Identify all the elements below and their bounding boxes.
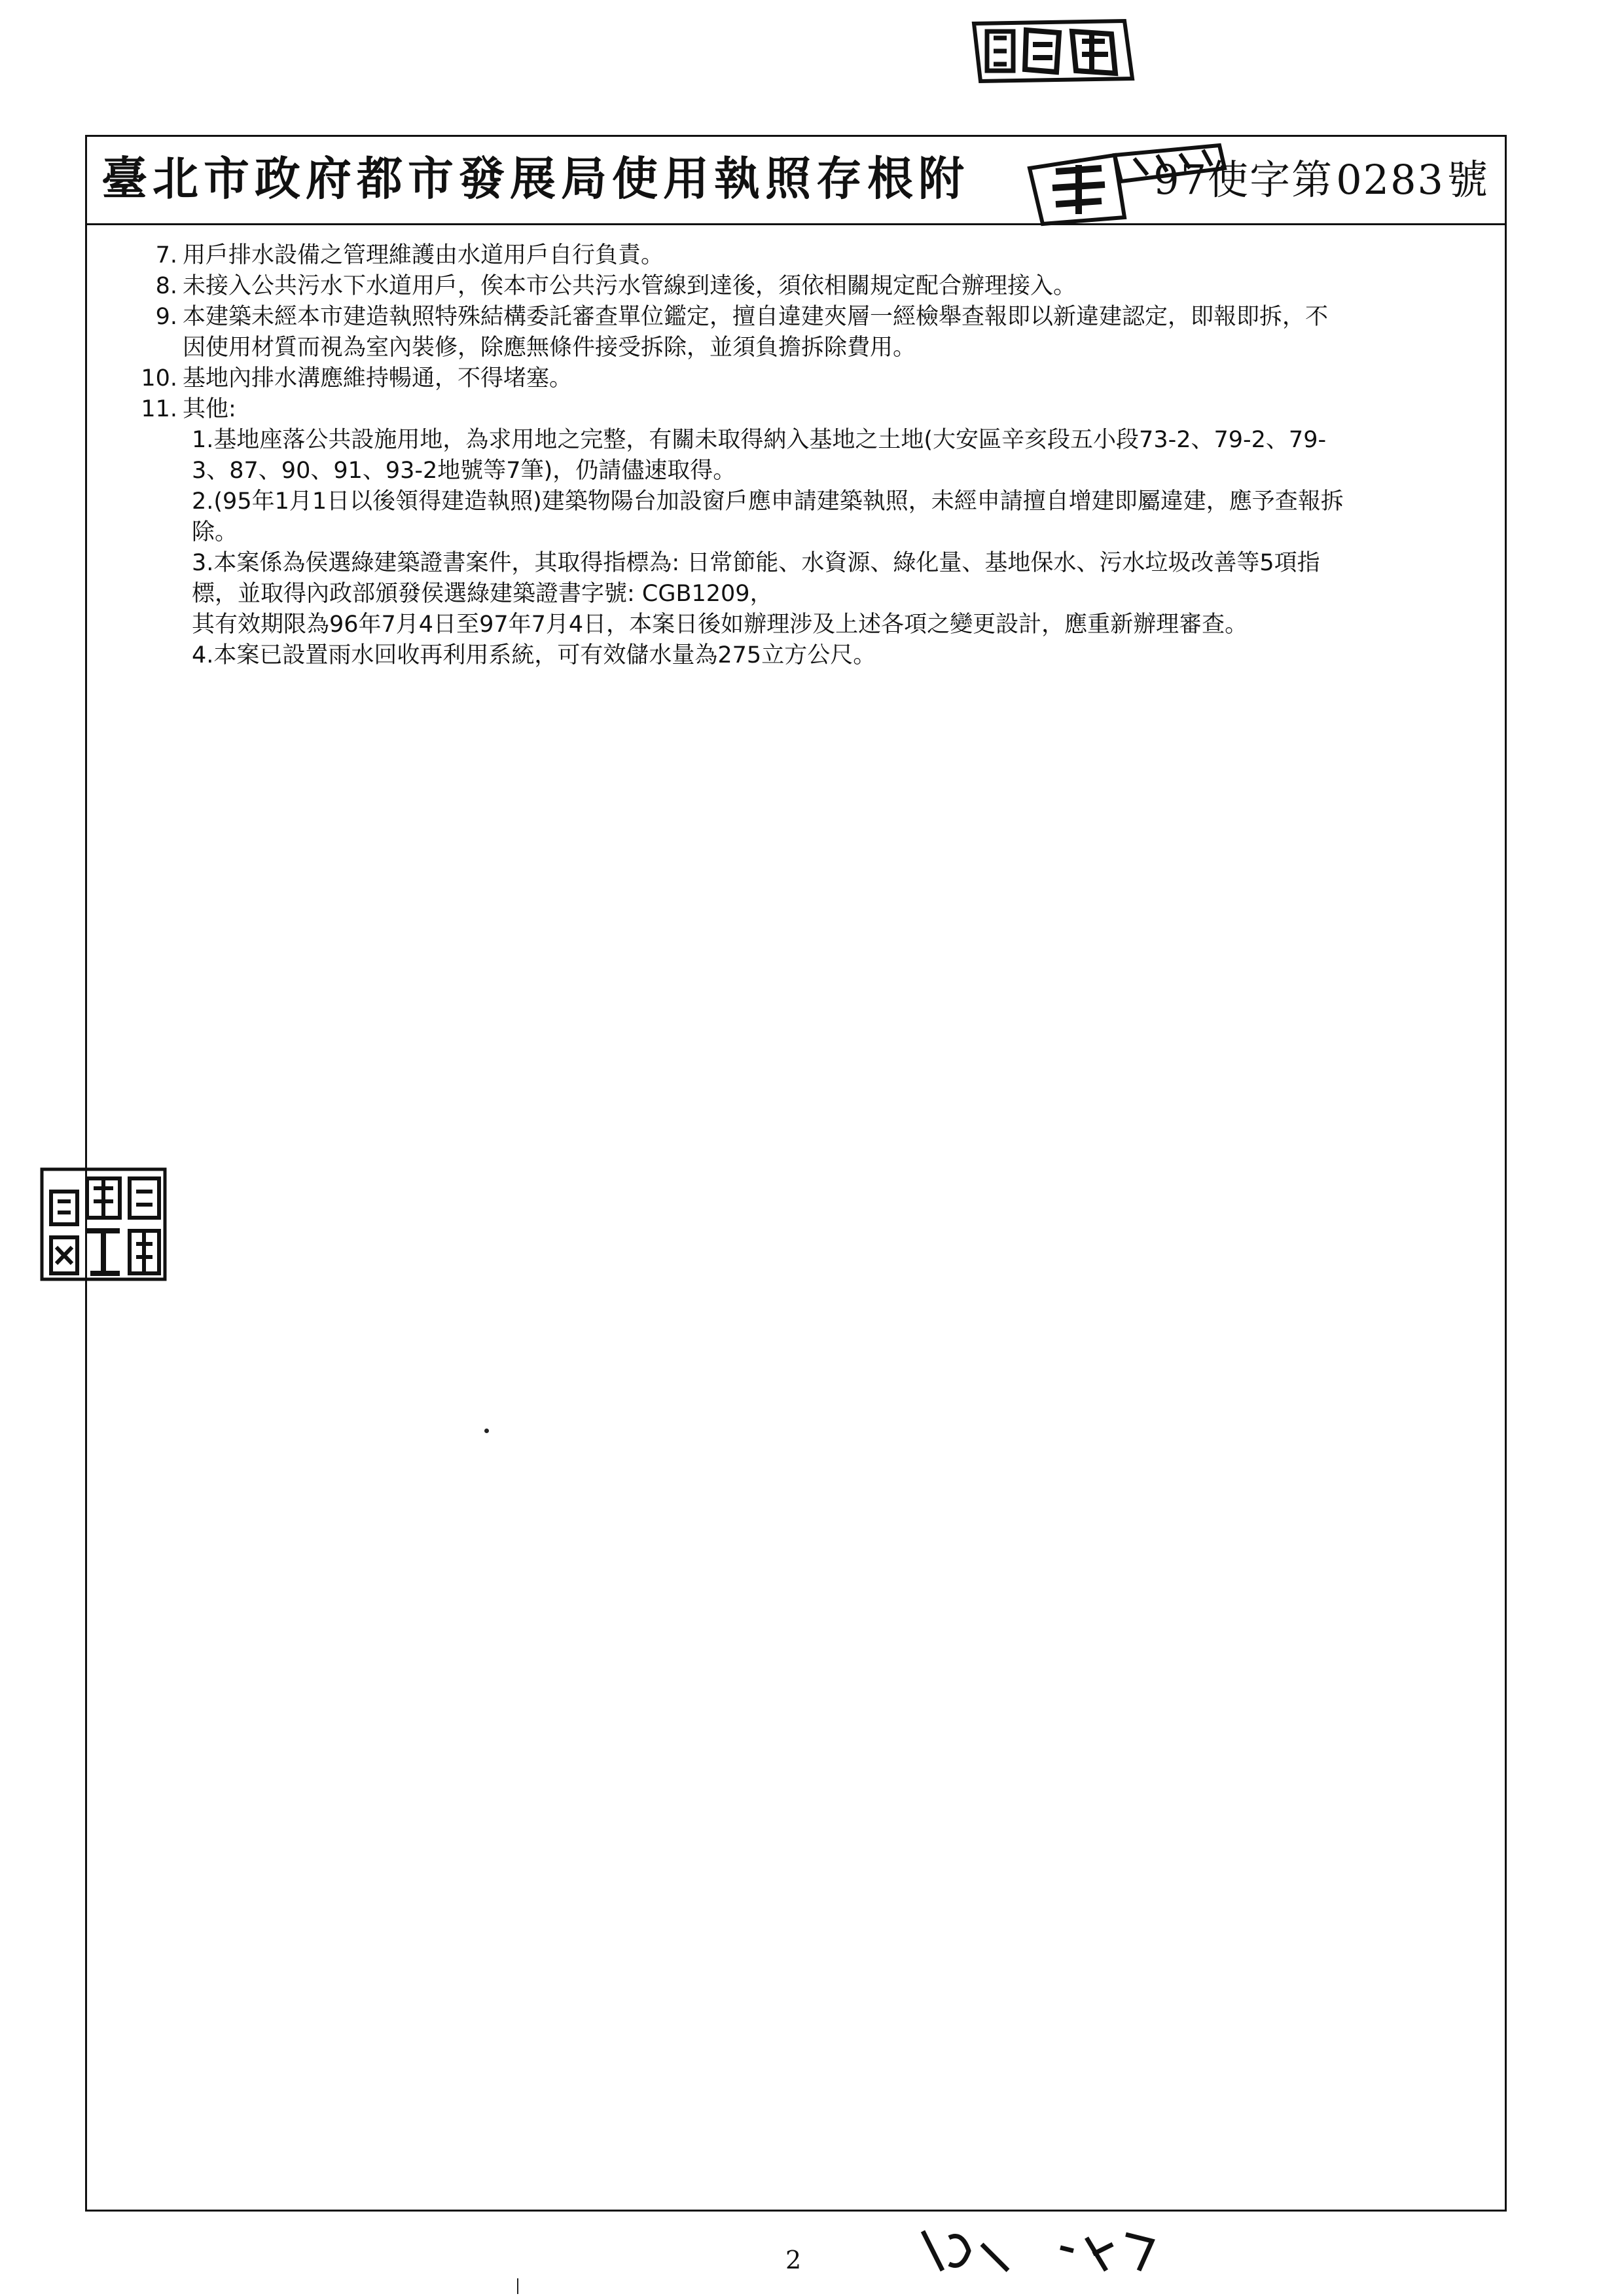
condition-item-10 [126, 363, 1501, 394]
item-text: 其他: [183, 396, 236, 422]
item-text: 本建築未經本市建造執照特殊結構委託審查單位鑑定，擅自違建夾層一經檢舉查報即以新違建認定，即報即拆，不 [183, 304, 1329, 330]
permit-number-value: 0283 [1336, 156, 1445, 204]
scan-speck [517, 2278, 518, 2294]
sub-line: 4.本案已設置雨水回收再利用系統，可有效儲水量為275立方公尺。 [192, 642, 876, 668]
permit-suffix: 號 [1447, 156, 1489, 204]
sub-line: 其有效期限為96年7月4日至97年7月4日，本案日後如辦理涉及上述各項之變更設計，應重新辦理審查。 [192, 611, 1248, 638]
header-bar [87, 137, 1505, 225]
sub-line: 標，並取得內政部頒發侯選綠建築證書字號: CGB1209， [192, 581, 773, 607]
item-text: 未接入公共污水下水道用戶，俟本市公共污水管線到達後，須依相關規定配合辦理接入。 [183, 273, 1077, 299]
item-number: 10. [141, 365, 177, 392]
sub-line: 1.基地座落公共設施用地，為求用地之完整，有關未取得納入基地之土地(大安區辛亥段五小段73-2、79-2、79- [192, 427, 1327, 453]
item-text: 基地內排水溝應維持暢通，不得堵塞。 [183, 365, 573, 392]
item-text: 用戶排水設備之管理維護由水道用戶自行負責。 [183, 242, 664, 268]
item-number: 11. [141, 396, 177, 422]
sub-line: 3、87、90、91、93-2地號等7筆)，仍請儘速取得。 [192, 458, 736, 484]
item-number: 7. [155, 242, 177, 268]
item-number: 8. [155, 273, 177, 299]
condition-item-9 [126, 302, 1501, 333]
sub-line: 2.(95年1月1日以後領得建造執照)建築物陽台加設窗戶應申請建築執照，未經申請擅自增建即屬違建，應予查報拆 [192, 488, 1344, 515]
condition-item-11 [126, 394, 1501, 425]
sub-line: 除。 [192, 519, 238, 545]
condition-item-9-continued: 因使用材質而視為室內裝修，除應無條件接受拆除，並須負擔拆除費用。 [183, 335, 916, 361]
document-title: 臺北市政府都市發展局使用執照存根附 [101, 151, 969, 206]
top-seal-stamp [967, 18, 1138, 84]
title-seal-stamp [1016, 142, 1232, 227]
condition-item-7 [126, 240, 1501, 271]
bottom-seal-stamp [916, 2225, 1165, 2277]
item-number: 9. [155, 304, 177, 330]
scan-speck [484, 1429, 489, 1433]
conditions-list [126, 240, 1501, 671]
condition-item-8 [126, 271, 1501, 302]
sub-line: 3.本案係為侯選綠建築證書案件，其取得指標為: 日常節能、水資源、綠化量、基地保水、污水垃圾改善等5項指 [192, 550, 1320, 576]
left-seal-stamp [38, 1165, 169, 1283]
document-frame [85, 135, 1507, 2212]
permit-prefix: 97使字第 [1153, 156, 1334, 204]
page-number: 2 [785, 2246, 802, 2274]
